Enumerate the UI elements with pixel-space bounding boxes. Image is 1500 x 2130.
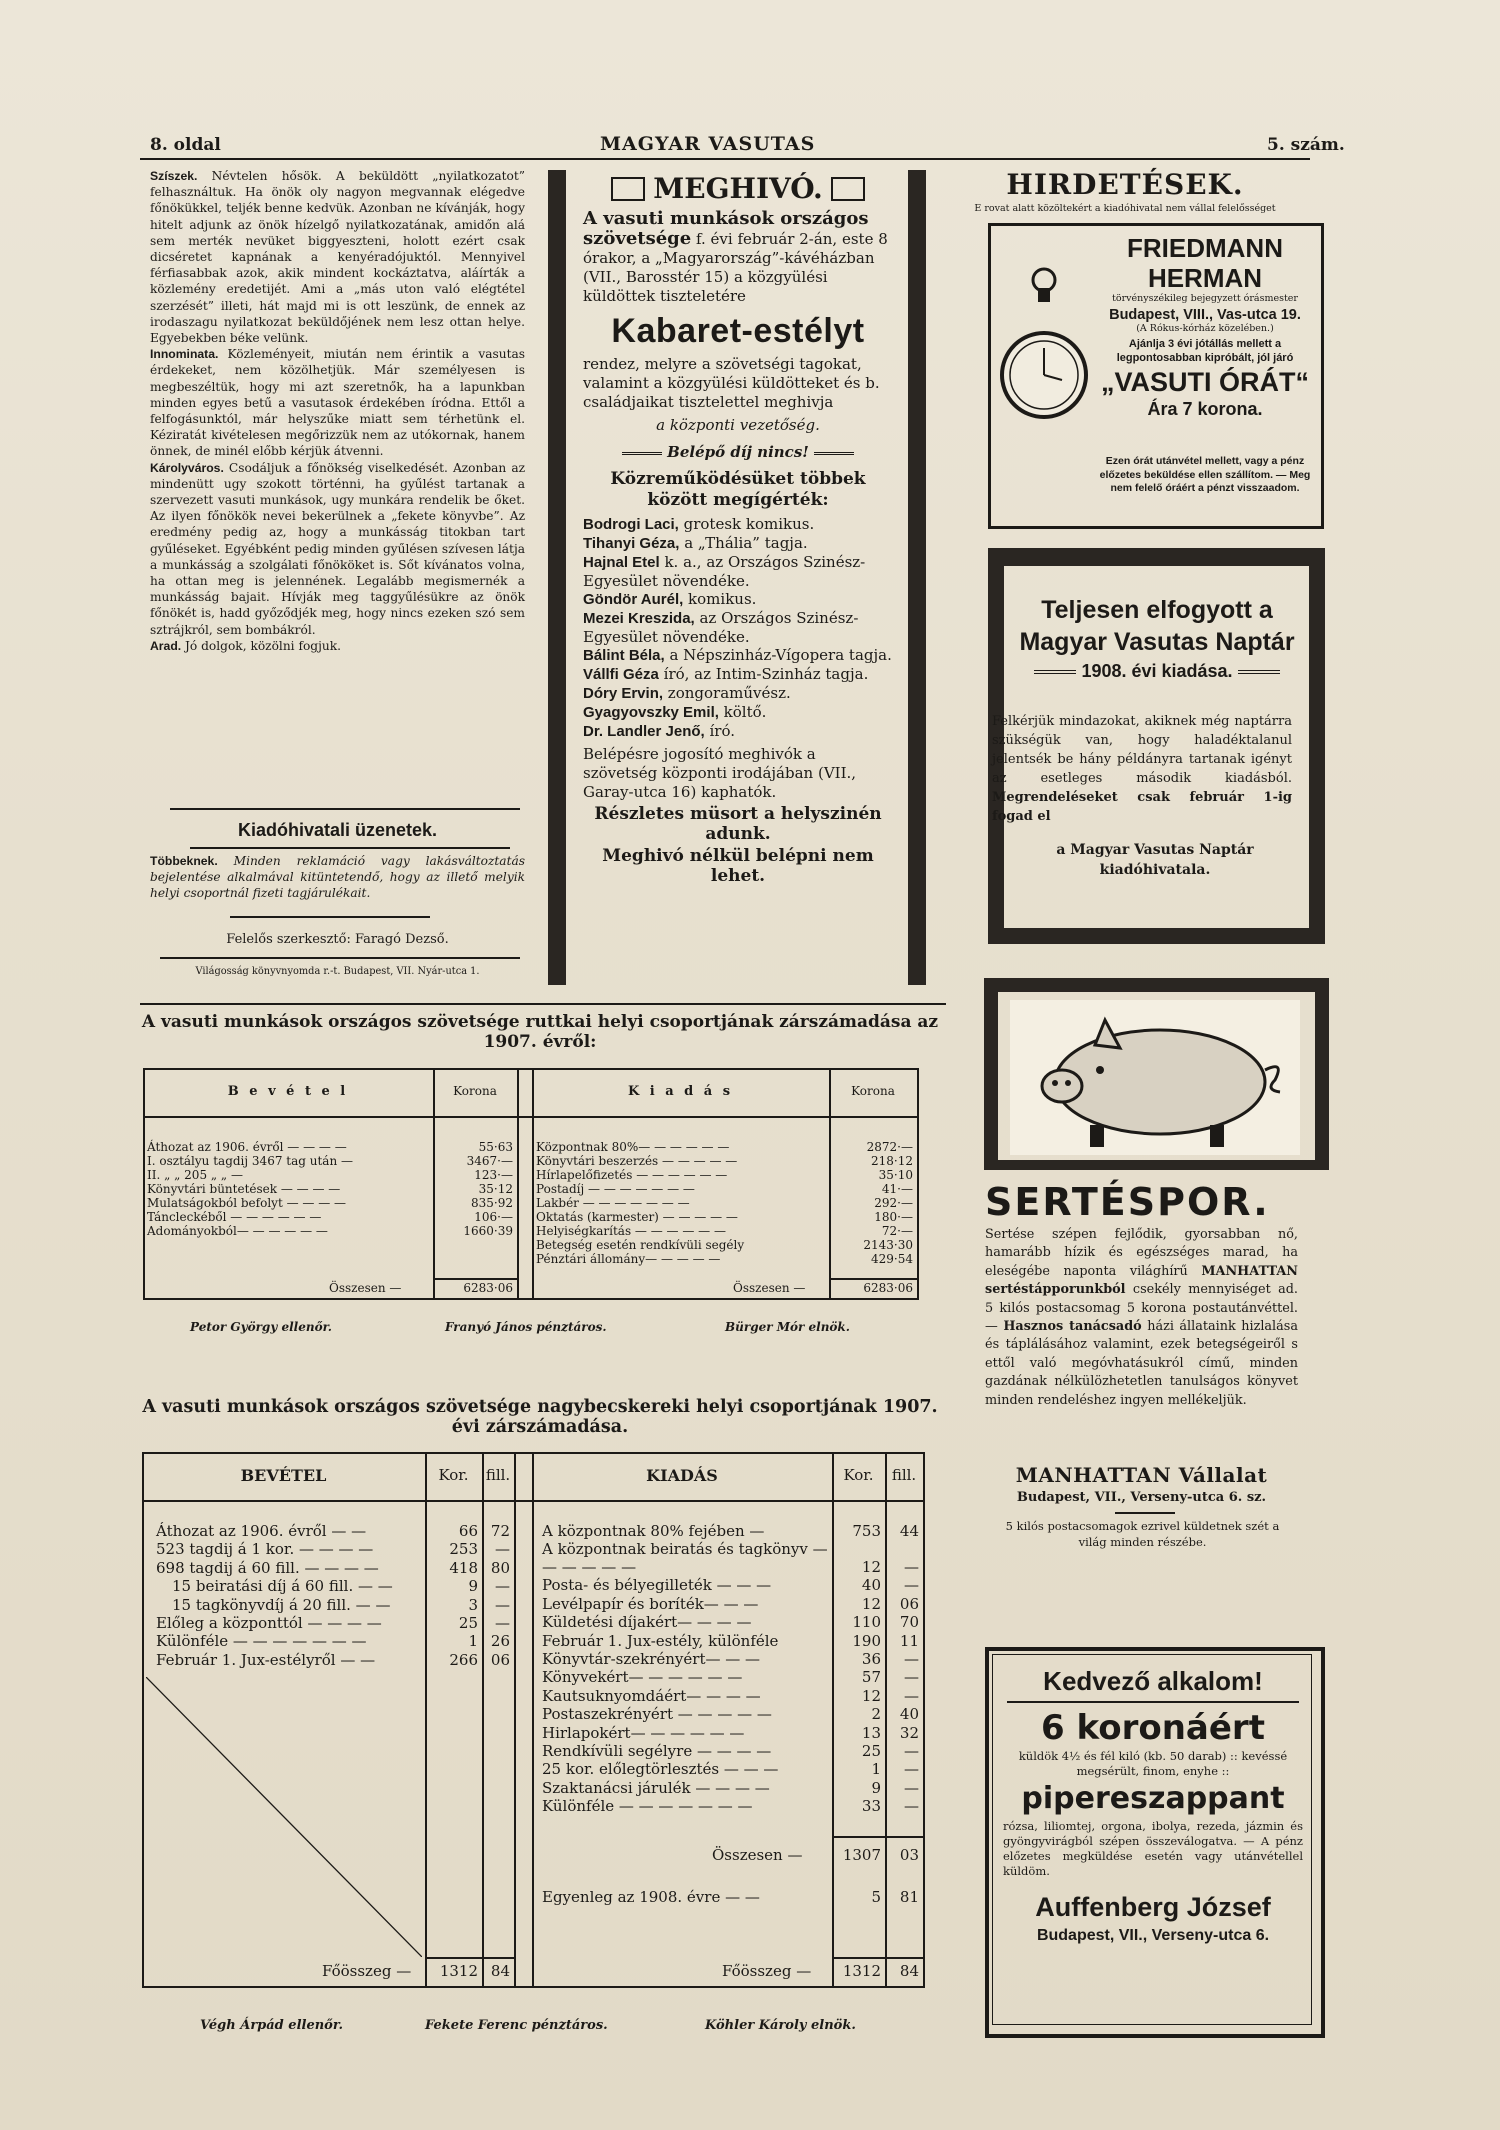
divider — [230, 916, 430, 918]
newspaper-title: MAGYAR VASUTAS — [600, 133, 816, 155]
performer: Tihanyi Géza, a „Thália” tagja. — [583, 534, 808, 552]
table-row: 15 beiratási díj á 60 fill. — — 9 — — [172, 1577, 510, 1596]
table-row: Lakbér — — — — — — — 292·— — [536, 1196, 913, 1210]
calendar-body: Felkérjük mindazokat, akiknek még naptárra szükségük van, hogy haladéktalanul jelentsék be hány példányra tartanak igényt az esetleges második kiadásból. Megrendeléseket csak február 1-ig fogad el — [992, 714, 1292, 824]
friedmann-offer: Ajánlja 3 évi jótállás mellett a legpontosabban kipróbált, jól járó — [1116, 338, 1294, 364]
divider — [140, 1003, 946, 1005]
invite-no-entry: Meghivó nélkül belépni nem lehet. — [602, 846, 874, 886]
report2-grand-kor-2: 1312 — [842, 1962, 881, 1980]
report2-expense-table — [532, 1522, 923, 1816]
table-row: Könyvekért— — — — — — 57 — — [542, 1668, 919, 1687]
report1-table — [143, 1068, 918, 1318]
report1-expense-table — [532, 1140, 917, 1266]
table-row: Könyvtári büntetések — — — — 35·12 — [147, 1182, 513, 1196]
calendar-line2: Magyar Vasutas Naptár — [1019, 628, 1295, 656]
invite-tickets: Belépésre jogosító meghivók a szövetség központi irodájában (VII., Garay-utca 16) kaphatók. — [583, 745, 857, 801]
invite-right-border — [908, 170, 926, 985]
report2-expense-header: KIADÁS — [646, 1466, 718, 1485]
report2-grand-label: Főösszeg — — [322, 1962, 412, 1980]
table-row: Könyvtári beszerzés — — — — — 218·12 — [536, 1154, 913, 1168]
report2-fill-header-2: fill. — [891, 1466, 917, 1484]
sertes-name: SERTÉSPOR. — [985, 1180, 1270, 1224]
friedmann-address: Budapest, VIII., Vas-utca 19. — [1109, 307, 1301, 323]
performer: Vállfi Géza író, az Intim-Szinház tagja. — [583, 665, 869, 683]
report2-grand-label-2: Főösszeg — — [722, 1962, 812, 1980]
table-row: Hírlapelőfizetés — — — — — — 35·10 — [536, 1168, 913, 1182]
table-row: Helyiségkarítás — — — — — — 72·— — [536, 1224, 913, 1238]
performer: Bodrogi Laci, grotesk komikus. — [583, 515, 815, 533]
report1-signature-1: Petor György ellenőr. — [190, 1320, 332, 1334]
table-row: A központnak 80% fejében — 753 44 — [542, 1522, 919, 1540]
table-row: A központnak beiratás és tagkönyv — — — — — — 12 — — [542, 1540, 919, 1577]
invitation — [583, 172, 893, 886]
table-row: Táncleckéből — — — — — — 106·— — [147, 1210, 513, 1224]
table-row: Áthozat az 1906. évről — — — — 55·63 — [147, 1140, 513, 1154]
table-row: Különféle — — — — — — — 1 26 — [156, 1632, 510, 1651]
table-row: Különféle — — — — — — — 33 — — [542, 1797, 919, 1816]
performer: Bálint Béla, a Népszinház-Vígopera tagja. — [583, 646, 892, 664]
table-row: Adományokból— — — — — — 1660·39 — [147, 1224, 513, 1238]
editor-line: Felelős szerkesztő: Faragó Dezső. — [226, 932, 449, 947]
calendar-end: a Magyar Vasutas Naptár kiadóhivatala. — [1056, 842, 1254, 878]
soap-address: Budapest, VII., Verseny-utca 6. — [1036, 1926, 1270, 1944]
report2-balance-label: Egyenleg az 1908. évre — — — [542, 1888, 760, 1906]
invite-event: Kabaret-estélyt — [611, 312, 865, 350]
table-row: Posta- és bélyegilleték — — — 40 — — [542, 1576, 919, 1595]
left-column-notices — [150, 168, 525, 654]
table-row: Kautsuknyomdáért— — — — 12 — — [542, 1686, 919, 1705]
report2-income-header: BEVÉTEL — [240, 1466, 327, 1485]
report2-grand-fill: 84 — [490, 1962, 510, 1980]
report2-sum-kor: 1307 — [842, 1846, 881, 1864]
report2-kor-header-2: Kor. — [843, 1466, 874, 1484]
calendar-border-right — [1309, 566, 1325, 928]
sertes-body: Sertése szépen fejlődik, gyorsabban nő, hamarább hízik és egészséges marad, ha eleségébe naponta világhírű MANHATTAN sertéstápporunkból csekély mennyiséget ad. 5 kilós postacsomag 5 korona postautánvéttel. — Hasznos tanácsadó házi állataink hizlalása és táplálásához valamint, ezek betegségeiről s ettől való megóvhatásukról című, minden gazdának nélkülözhetetlen tanulságos könyvet minden rendeléshez ingyen mellékeljük. — [985, 1227, 1299, 1408]
table-row: Központnak 80%— — — — — — 2872·— — [536, 1140, 913, 1154]
performer: Göndör Aurél, komikus. — [583, 590, 757, 608]
notice-arad: Arad. Jó dolgok, közölni fogjuk. — [150, 638, 341, 653]
report1-expense-header: K i a d á s — [627, 1084, 734, 1099]
divider — [622, 452, 662, 455]
frame-icon — [831, 177, 865, 201]
invite-left-border — [548, 170, 566, 985]
calendar-line1: Teljesen elfogyott a — [1041, 596, 1273, 624]
performer: Dr. Landler Jenő, író. — [583, 722, 735, 740]
invite-body: rendez, melyre a szövetségi tagokat, valamint a közgyülési küldötteket és b. családjaikat tisztelettel meghivja — [583, 355, 880, 411]
table-row: 25 kor. előlegtörlesztés — — — 1 — — [542, 1760, 919, 1779]
table-row: Pénztári állomány— — — — — 429·54 — [536, 1252, 913, 1266]
friedmann-text — [1095, 233, 1315, 420]
report1-total-expense: 6283·06 — [863, 1281, 913, 1295]
table-row: Február 1. Jux-estélyről — — 266 06 — [156, 1650, 510, 1669]
report1-income-header: B e v é t e l — [227, 1084, 349, 1099]
report2-signature-1: Végh Árpád ellenőr. — [200, 2018, 344, 2033]
table-row: 15 tagkönyvdíj á 20 fill. — — 3 — — [172, 1595, 510, 1614]
performer: Gyagyovszky Emil, költő. — [583, 703, 767, 721]
report2-grand-kor: 1312 — [439, 1962, 478, 1980]
table-row: Postaszekrényért — — — — — 2 40 — [542, 1705, 919, 1724]
divider — [160, 957, 520, 959]
performers-list — [583, 515, 893, 741]
table-row: Rendkívüli segélyre — — — — 25 — — [542, 1742, 919, 1761]
friedmann-price: Ára 7 korona. — [1147, 399, 1263, 419]
office-message: Többeknek. Minden reklamáció vagy lakásváltoztatás bejelentése alkalmával kitüntetendő, hogy az illető melyik helyi csoportnál fizeti tagjárulékait. — [150, 854, 525, 901]
table-row: Hirlapokért— — — — — — 13 32 — [542, 1723, 919, 1742]
ads-disclaimer: E rovat alatt közöltekért a kiadóhivatal nem vállal felelősséget — [974, 203, 1276, 214]
performer: Hajnal Etel k. a., az Országos Szinész-Egyesület növendéke. — [583, 553, 866, 590]
calendar-line3: 1908. évi kiadása. — [1008, 658, 1306, 684]
friedmann-sub: törvényszékileg bejegyzett órásmester — [1112, 293, 1298, 304]
ads-heading: HIRDETÉSEK. — [1006, 168, 1244, 201]
report1-total-label-2: Összesen — — [733, 1281, 806, 1295]
report1-signature-3: Bürger Mór elnök. — [725, 1320, 850, 1334]
soap-line3: küldök 4½ és fél kiló (kb. 50 darab) :: kevéssé megsérült, finom, enyhe :: — [1018, 1748, 1288, 1778]
report1-income-table — [143, 1140, 517, 1238]
table-row: I. osztályu tagdij 3467 tag után — 3467·— — [147, 1154, 513, 1168]
pig-icon — [1010, 1000, 1300, 1155]
calendar-border-bottom — [988, 928, 1325, 944]
invite-title-row — [583, 172, 893, 205]
frame-icon — [611, 177, 645, 201]
soap-text — [995, 1665, 1311, 1947]
report2-sum-label: Összesen — — [712, 1846, 803, 1864]
friedmann-name: FRIEDMANN HERMAN — [1127, 233, 1283, 293]
soap-company: Auffenberg József — [1035, 1891, 1271, 1922]
sertes-border-top — [984, 978, 1329, 992]
report2-table — [142, 1452, 924, 2012]
friedmann-product: „VASUTI ÓRÁT“ — [1101, 367, 1309, 397]
report2-signature-3: Köhler Károly elnök. — [705, 2018, 856, 2033]
table-row: Küldetési díjakért— — — — 110 70 — [542, 1613, 919, 1632]
report2-balance-kor: 5 — [871, 1888, 881, 1906]
printer-line: Világosság könyvnyomda r.-t. Budapest, VII. Nyár-utca 1. — [195, 966, 480, 977]
office-messages-title: Kiadóhivatali üzenetek. — [237, 820, 438, 840]
divider — [190, 847, 510, 849]
friedmann-terms: Ezen órát utánvétel mellett, vagy a pénz előzetes beküldése ellen szállítom. — Meg nem felelő óráért a pénzt visszaadom. — [1099, 455, 1311, 494]
notice-sziszek: Szíszek. Névtelen hősök. A beküldött „nyilatkozatot” felhasználtuk. Ha önök oly nagyon megvannak elégedve főnökükkel, teljék benne kedvük. Azonban ne kívánják, hogy hitelt adjunk az önök hízelgő nyilatkozatának, amidőn alá sem merték nevüket biggyeszteni, holott ezért csak dicséretet kapnának a kenyéradójuktól. Mennyivel férfiasabbak azok, akik mindent kockáztatva, aláírták a közlemény eredetijét. Ami a „más uton való elégtétel szerzését” illeti, hát majd mi is ott leszünk, de ennek az irodaszagu nyilatkozat beküldőjének nem lesz ottan helye. Egyebekben béke velünk. — [150, 169, 526, 346]
table-row: Oktatás (karmester) — — — — — 180·— — [536, 1210, 913, 1224]
notice-innominata: Innominata. Közleményeit, miután nem érintik a vasutas érdekeket, nem közölhetjük. Már személyesen is megbeszéltük, hogy mi azt szeretnők, ha a lapunkban minden egyes betű a vasutasok érdekében íródna. Ettől a felfogásunktól, már helyszűke miatt sem térhetünk el. Kéziratát kivételesen megőrizzük nem az utókornak, hanem önnek, de minél előbb kérjük átvenni. — [150, 347, 525, 459]
notice-karolyvaros: Károlyváros. Csodáljuk a főnökség viselkedését. Azonban az mindenütt ugy szokott történni, ha gyűlést tartanak a szervezett vasuti munkások, ugy munkára rendelik be őket. Az ilyen főnökök nevei bekerülnek a „fekete könyvbe”. Az eredmény pedig az, hogy a munkásság titokban tart gyűléseket. Egyébként pedig minden gyűlésen szívesen látja a munkásság a szolgálati főnököket is. Sőt kívánatos volna, ha ottan meg is jelennének. Legalább megismernék a munkásság bajait. Hívják meg taggyűlésükre az önök főnökét is, hadd győződjék meg, hogy nincs ezeken szó sem sztrájkról, sem bombákról. — [150, 460, 526, 637]
report1-title: A vasuti munkások országos szövetsége ruttkai helyi csoportjának zárszámadása az 1907. évről: — [141, 1012, 939, 1052]
report2-fill-header: fill. — [485, 1466, 511, 1484]
table-row: 698 tagdij á 60 fill. — — — — 418 80 — [156, 1558, 510, 1577]
report1-total-income: 6283·06 — [463, 1281, 513, 1295]
calendar-border-top — [988, 548, 1325, 566]
report2-income-table — [142, 1522, 514, 1669]
invite-intro: f. évi február 2-án, este 8 órakor, a „Magyarország”-kávéházban (VII., Barosstér 15) a közgyülési küldöttek tiszteletére — [583, 230, 888, 305]
report2-balance-fill: 81 — [899, 1888, 919, 1906]
soap-line5: rózsa, liliomtej, orgona, ibolya, rezeda, jázmin és gyöngyvirágból szépen összeválogatva. — A pénz előzetes megküldése esetén vagy utánvétellel küldöm. — [1003, 1818, 1303, 1878]
divider — [1115, 1512, 1175, 1514]
table-row: Szaktanácsi járulék — — — — 9 — — [542, 1778, 919, 1797]
sertes-ship: 5 kilós postacsomagok ezrivel küldetnek szét a világ minden részébe. — [1005, 1519, 1280, 1549]
table-row: Postadíj — — — — — — — 41·— — [536, 1182, 913, 1196]
sertes-border-bottom — [984, 1160, 1329, 1170]
performer: Mezei Kreszida, az Országos Szinész-Egyesület növendéke. — [583, 609, 859, 646]
invite-signed: a központi vezetőség. — [656, 416, 820, 434]
sertes-address: Budapest, VII., Verseny-utca 6. sz. — [1016, 1490, 1267, 1505]
friedmann-near: (A Rókus-kórház közelében.) — [1136, 323, 1274, 334]
performers-title: Közreműködésüket többek között megígérték: — [610, 469, 866, 510]
table-row: Könyvtár-szekrényért— — — 36 — — [542, 1650, 919, 1669]
report2-signature-2: Fekete Ferenc pénztáros. — [425, 2018, 608, 2033]
soap-line4: pipereszappant — [1021, 1780, 1285, 1816]
report2-title: A vasuti munkások országos szövetsége nagybecskereki helyi csoportjának 1907. évi zárszámadása. — [142, 1397, 938, 1437]
report1-total-label: Összesen — — [329, 1281, 402, 1295]
table-row: Mulatságokból befolyt — — — — 835·92 — [147, 1196, 513, 1210]
table-row: 523 tagdij á 1 kor. — — — — 253 — — [156, 1540, 510, 1559]
sertes-border-right — [1315, 992, 1329, 1160]
table-row: Február 1. Jux-estély, különféle 190 11 — [542, 1631, 919, 1650]
soap-line1: Kedvező alkalom! — [1043, 1666, 1263, 1696]
sertes-border-left — [984, 992, 998, 1160]
cancel-lines — [146, 1677, 422, 1957]
sertes-company: MANHATTAN Vállalat — [1015, 1463, 1268, 1487]
issue-number: 5. szám. — [1267, 135, 1345, 155]
performer: Dóry Ervin, zongoraművész. — [583, 684, 791, 702]
pocket-watch-icon — [1000, 250, 1088, 460]
table-row: Levélpapír és boríték— — — 12 06 — [542, 1594, 919, 1613]
header-rule — [140, 158, 1310, 160]
divider — [814, 452, 854, 455]
invite-free-entry: Belépő díj nincs! — [583, 443, 893, 461]
invite-program: Részletes müsort a helyszinén adunk. — [594, 804, 882, 844]
report1-signature-2: Franyó János pénztáros. — [445, 1320, 607, 1334]
invite-org: A vasuti munkások országos szövetsége — [583, 208, 869, 249]
table-row: Betegség esetén rendkívüli segély 2143·30 — [536, 1238, 913, 1252]
soap-line2: 6 koronáért — [1041, 1707, 1265, 1748]
table-row: Áthozat az 1906. évről — — 66 72 — [156, 1522, 510, 1540]
table-row: Előleg a központtól — — — — 25 — — [156, 1614, 510, 1633]
divider — [170, 808, 520, 810]
page-number: 8. oldal — [150, 135, 221, 155]
report2-sum-fill: 03 — [899, 1846, 919, 1864]
report2-kor-header: Kor. — [438, 1466, 469, 1484]
table-row: II. „ „ 205 „ „ — 123·— — [147, 1168, 513, 1182]
invite-title: MEGHIVÓ. — [653, 172, 823, 205]
report1-korona-header: Korona — [453, 1084, 497, 1098]
report2-grand-fill-2: 84 — [899, 1962, 919, 1980]
report1-korona-header-2: Korona — [851, 1084, 895, 1098]
ad-calendar — [1008, 594, 1306, 684]
